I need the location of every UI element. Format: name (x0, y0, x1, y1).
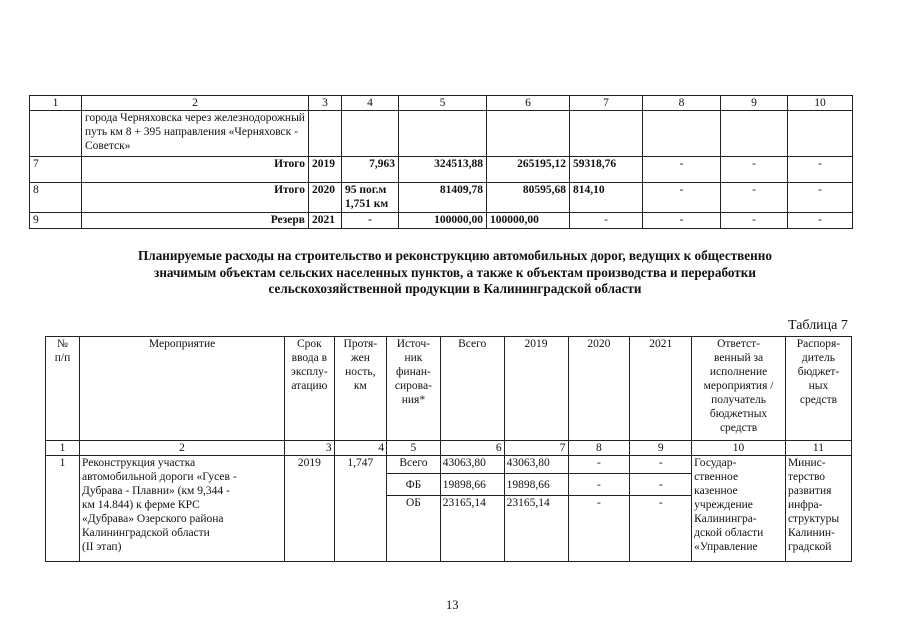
header-2020: 2020 (568, 337, 630, 441)
value-2021: - (630, 496, 692, 562)
table-label: Таблица 7 (788, 318, 848, 333)
length-cell: - (342, 213, 399, 229)
column-number: 1 (30, 96, 82, 111)
column-number: 9 (630, 441, 692, 456)
source-cell: Всего (387, 456, 441, 474)
fb-cell: 100000,00 (487, 213, 570, 229)
value-cell: - (721, 157, 788, 183)
value-cell: - (643, 157, 721, 183)
column-number: 7 (504, 441, 568, 456)
header-length: Протя- жен ность, км (334, 337, 387, 441)
fb-cell: 265195,12 (487, 157, 570, 183)
value-cell: - (721, 213, 788, 229)
fb-cell: 80595,68 (487, 183, 570, 213)
value-2019: 19898,66 (504, 474, 568, 496)
total-cell: 81409,78 (399, 183, 487, 213)
column-number: 5 (387, 441, 441, 456)
row-number: 9 (30, 213, 82, 229)
column-number: 10 (788, 96, 853, 111)
value-cell: - (721, 183, 788, 213)
total-cell: 43063,80 (440, 456, 504, 474)
year-cell: 2020 (309, 183, 342, 213)
column-number: 4 (334, 441, 387, 456)
column-number: 9 (721, 96, 788, 111)
column-number: 6 (487, 96, 570, 111)
column-number: 2 (80, 441, 285, 456)
column-number: 7 (570, 96, 643, 111)
top-table (29, 95, 853, 229)
term-cell: 2019 (285, 456, 334, 562)
table-row (30, 213, 853, 229)
column-number: 8 (568, 441, 630, 456)
row-label: Итого (82, 183, 309, 213)
row-number: 7 (30, 157, 82, 183)
source-cell: ФБ (387, 474, 441, 496)
row-label: Резерв (82, 213, 309, 229)
length-line-1: 95 пог.м (345, 184, 387, 196)
value-2020: - (568, 474, 630, 496)
table-row (30, 183, 853, 213)
length-cell (342, 183, 399, 213)
row-number: 8 (30, 183, 82, 213)
length-cell: 1,747 (334, 456, 387, 562)
table7-column-numbers (46, 441, 852, 456)
responsible-cell: Государ- ственное казенное учреждение Калинингра- дской области «Управление (692, 456, 786, 562)
row-number: 1 (46, 456, 80, 562)
header-num: № п/п (46, 337, 80, 441)
row-label: Итого (82, 157, 309, 183)
header-term: Срок ввода в эксплу- атацию (285, 337, 334, 441)
header-event: Мероприятие (80, 337, 285, 441)
ob-cell: - (570, 213, 643, 229)
total-cell: 100000,00 (399, 213, 487, 229)
header-2021: 2021 (630, 337, 692, 441)
heading-line: Планируемые расходы на строительство и реконструкцию автомобильных дорог, ведущих к общественно (138, 248, 772, 263)
manager-cell: Минис- терство развития инфра- структуры Калинин- градской (785, 456, 851, 562)
total-cell: 23165,14 (440, 496, 504, 562)
value-cell: - (788, 213, 853, 229)
year-cell: 2019 (309, 157, 342, 183)
value-2019: 43063,80 (504, 456, 568, 474)
value-cell: - (788, 183, 853, 213)
value-2020: - (568, 496, 630, 562)
continuation-text: города Черняховска через железнодорожный путь км 8 + 395 направления «Черняховск - Советск» (82, 111, 309, 157)
column-number: 10 (692, 441, 786, 456)
value-2021: - (630, 474, 692, 496)
column-number: 3 (285, 441, 334, 456)
heading-line: сельскохозяйственной продукции в Калининградской области (268, 281, 642, 296)
header-source: Источ- ник финан- сирова- ния* (387, 337, 441, 441)
table7-header-row (46, 337, 852, 441)
event-description: Реконструкция участка автомобильной дороги «Гусев - Дубрава - Плавни» (км 9,344 - км 14.844) к ферме КРС «Дубрава» Озерского района Калининградской области (II этап) (80, 456, 285, 562)
column-number: 11 (785, 441, 851, 456)
top-table-header-row (30, 96, 853, 111)
column-number: 5 (399, 96, 487, 111)
length-line-2: 1,751 км (345, 198, 389, 210)
header-2019: 2019 (504, 337, 568, 441)
ob-cell: 814,10 (570, 183, 643, 213)
value-2019: 23165,14 (504, 496, 568, 562)
column-number: 8 (643, 96, 721, 111)
header-total: Всего (440, 337, 504, 441)
table-row (30, 157, 853, 183)
total-cell: 19898,66 (440, 474, 504, 496)
page-number: 13 (446, 598, 459, 612)
column-number: 3 (309, 96, 342, 111)
heading-line: значимым объектам сельских населенных пунктов, а также к объектам производства и переработки (154, 264, 756, 280)
column-number: 1 (46, 441, 80, 456)
value-2020: - (568, 456, 630, 474)
value-cell: - (643, 213, 721, 229)
year-cell: 2021 (309, 213, 342, 229)
value-cell: - (643, 183, 721, 213)
value-cell: - (788, 157, 853, 183)
total-cell: 324513,88 (399, 157, 487, 183)
table-7 (45, 336, 852, 562)
source-cell: ОБ (387, 496, 441, 562)
column-number: 2 (82, 96, 309, 111)
ob-cell: 59318,76 (570, 157, 643, 183)
header-responsible: Ответст- венный за исполнение мероприятия / получатель бюджетных средств (692, 337, 786, 441)
column-number: 4 (342, 96, 399, 111)
value-2021: - (630, 456, 692, 474)
table-row (30, 111, 853, 157)
table-row (46, 456, 852, 474)
column-number: 6 (440, 441, 504, 456)
section-heading (60, 248, 850, 298)
length-cell: 7,963 (342, 157, 399, 183)
header-manager: Распоря- дитель бюджет- ных средств (785, 337, 851, 441)
